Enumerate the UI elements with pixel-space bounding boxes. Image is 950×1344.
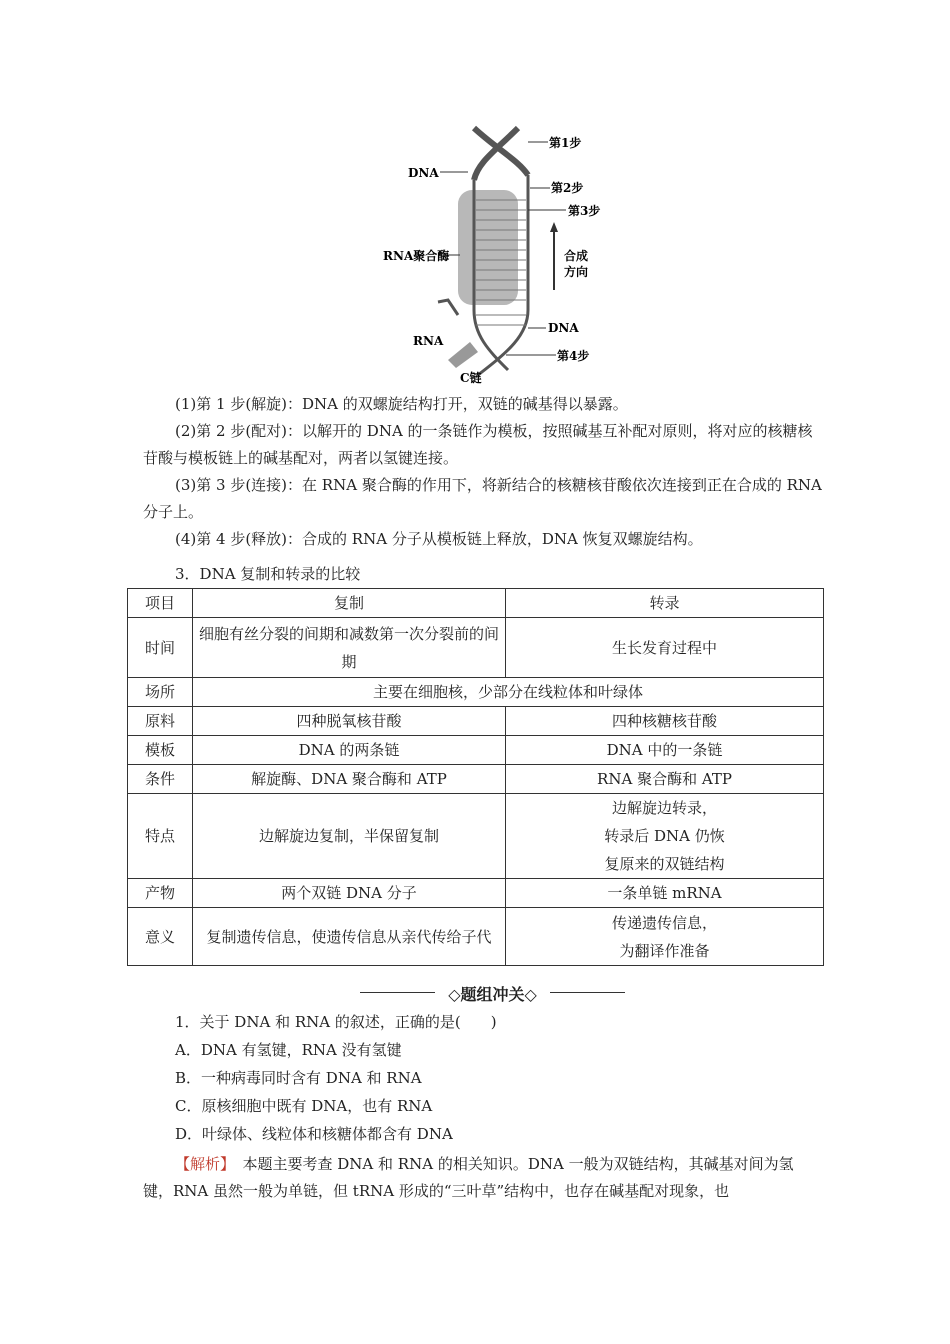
rna-fragment <box>448 342 478 368</box>
label-dna-top: DNA <box>408 166 439 180</box>
meaning-line-2: 为翻译作准备 <box>619 941 710 960</box>
option-d: D．叶绿体、线粒体和核糖体都含有 DNA <box>175 1125 453 1143</box>
table-cell: 项目 <box>128 589 193 618</box>
table-cell: 两个双链 DNA 分子 <box>193 879 506 908</box>
table-row <box>128 678 824 707</box>
label-rna-polymerase: RNA聚合酶 <box>383 249 450 263</box>
table-cell <box>506 794 824 879</box>
arrow-head-icon <box>550 222 558 232</box>
table-cell: 条件 <box>128 765 193 794</box>
table-cell: 复制遗传信息，使遗传信息从亲代传给子代 <box>193 908 506 966</box>
label-direction-2: 方向 <box>564 265 589 279</box>
meaning-line-1: 传递遗传信息， <box>611 913 717 932</box>
section-title: 3．DNA 复制和转录的比较 <box>175 565 361 583</box>
label-step2: 第2步 <box>551 181 584 195</box>
table-cell: 特点 <box>128 794 193 879</box>
table-row <box>128 589 824 618</box>
divider-line-right <box>550 992 625 993</box>
table-cell: RNA 聚合酶和 ATP <box>506 765 824 794</box>
table-row <box>128 879 824 908</box>
question-stem: 1．关于 DNA 和 RNA 的叙述，正确的是( ) <box>175 1013 497 1031</box>
table-cell: 模板 <box>128 736 193 765</box>
label-rna: RNA <box>413 334 444 348</box>
feature-line-2: 转录后 DNA 仍恢 <box>604 827 725 845</box>
table-cell: 原料 <box>128 707 193 736</box>
table-cell <box>506 908 824 966</box>
analysis-text: 本题主要考查 DNA 和 RNA 的相关知识。DNA 一般为双链结构，其碱基对间为氢键，RNA 虽然一般为单链，但 tRNA 形成的“三叶草”结构中，也存在碱基配对现象，也 <box>143 1155 794 1200</box>
table-cell: 解旋酶、DNA 聚合酶和 ATP <box>193 765 506 794</box>
label-step1: 第1步 <box>549 136 582 150</box>
table-row <box>128 707 824 736</box>
label-direction-1: 合成 <box>564 249 589 263</box>
analysis-paragraph <box>143 1151 823 1205</box>
rna-strand <box>438 300 458 315</box>
feature-line-1: 边解旋边转录， <box>611 799 717 817</box>
table-row <box>128 765 824 794</box>
label-c-chain: C链 <box>460 371 482 385</box>
table-cell: 生长发育过程中 <box>506 618 824 678</box>
option-b: B．一种病毒同时含有 DNA 和 RNA <box>175 1069 422 1087</box>
table-row <box>128 618 824 678</box>
step-1-paragraph: (1)第 1 步(解旋)：DNA 的双螺旋结构打开，双链的碱基得以暴露。 <box>175 395 628 413</box>
label-step4: 第4步 <box>557 349 590 363</box>
label-dna-bottom: DNA <box>548 321 579 335</box>
table-cell: 意义 <box>128 908 193 966</box>
table-cell: 场所 <box>128 678 193 707</box>
table-cell: 复制 <box>193 589 506 618</box>
analysis-tag: 【解析】 <box>175 1155 228 1173</box>
transcription-diagram-svg <box>378 120 618 388</box>
table-cell: 主要在细胞核，少部分在线粒体和叶绿体 <box>193 678 824 707</box>
step-4-paragraph: (4)第 4 步(释放)：合成的 RNA 分子从模板链上释放，DNA 恢复双螺旋结构。 <box>175 530 703 548</box>
section-divider <box>360 982 625 1002</box>
table-cell: DNA 中的一条链 <box>506 736 824 765</box>
table-cell: 四种核糖核苷酸 <box>506 707 824 736</box>
table-cell: 细胞有丝分裂的间期和减数第一次分裂前的间期 <box>193 618 506 678</box>
rna-polymerase-shape <box>458 190 518 305</box>
table-cell: DNA 的两条链 <box>193 736 506 765</box>
table-row <box>128 794 824 879</box>
table-cell: 时间 <box>128 618 193 678</box>
comparison-table <box>127 588 824 966</box>
table-cell: 转录 <box>506 589 824 618</box>
table-cell: 产物 <box>128 879 193 908</box>
table-cell: 一条单链 mRNA <box>506 879 824 908</box>
table-row <box>128 908 824 966</box>
transcription-diagram <box>378 120 618 388</box>
option-c: C．原核细胞中既有 DNA，也有 RNA <box>175 1097 433 1115</box>
feature-line-3: 复原来的双链结构 <box>604 855 725 873</box>
table-row <box>128 736 824 765</box>
label-step3: 第3步 <box>568 204 601 218</box>
step-2-paragraph: (2)第 2 步(配对)：以解开的 DNA 的一条链作为模板，按照碱基互补配对原则，将对应的核糖核苷酸与模板链上的碱基配对，两者以氢键连接。 <box>143 422 813 467</box>
divider-title: ◇题组冲关◇ <box>448 985 537 1004</box>
table-cell: 边解旋边复制，半保留复制 <box>193 794 506 879</box>
step-3-paragraph: (3)第 3 步(连接)：在 RNA 聚合酶的作用下，将新结合的核糖核苷酸依次连接到正在合成的 RNA 分子上。 <box>143 476 822 521</box>
option-a: A．DNA 有氢键，RNA 没有氢键 <box>175 1041 402 1059</box>
table-cell: 四种脱氧核苷酸 <box>193 707 506 736</box>
